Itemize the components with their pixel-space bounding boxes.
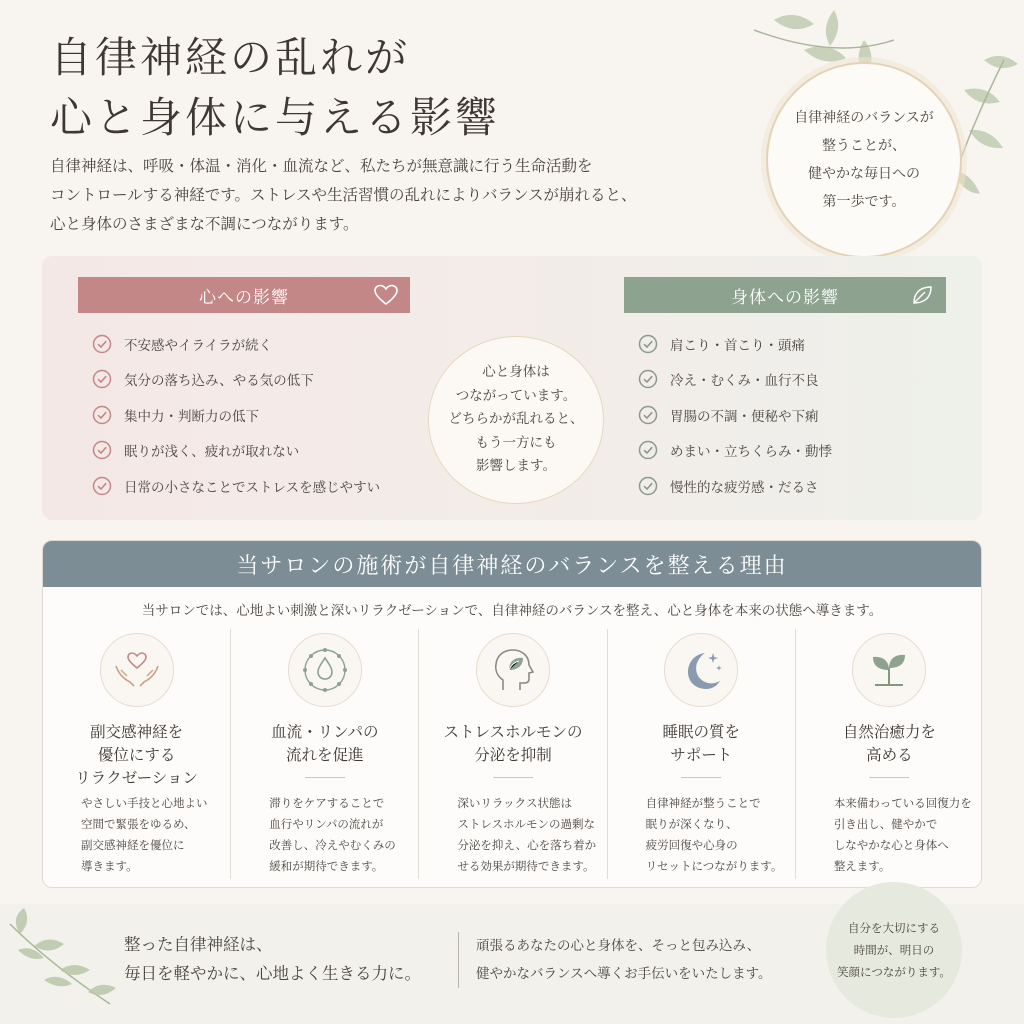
reason-desc-line: 分泌を抑え、心を落ち着か bbox=[457, 838, 597, 852]
body-effects-title: 身体への影響 bbox=[731, 287, 839, 308]
circle-line: 自分を大切にする bbox=[848, 921, 940, 935]
connection-message-circle bbox=[428, 336, 604, 504]
salon-reasons-panel bbox=[42, 540, 982, 888]
circle-line: 笑顔につながります。 bbox=[837, 965, 951, 979]
reason-title-line: 高める bbox=[866, 746, 913, 764]
circle-line: つながっています。 bbox=[455, 387, 577, 404]
list-item-text: 集中力・判断力の低下 bbox=[124, 408, 259, 425]
reason-desc-line: しなやかな心と身体へ bbox=[833, 838, 949, 852]
list-item bbox=[92, 362, 380, 398]
reason-title-line: ストレスホルモンの bbox=[443, 723, 583, 741]
divider bbox=[869, 777, 909, 778]
list-item-text: 不安感やイライラが続く bbox=[124, 337, 273, 354]
list-item-text: 肩こり・首こり・頭痛 bbox=[670, 337, 805, 354]
head-leaf-icon bbox=[487, 644, 539, 696]
footer-middle-message bbox=[476, 932, 772, 988]
reason-description bbox=[269, 793, 396, 877]
footer-line: 毎日を軽やかに、心地よく生きる力に。 bbox=[124, 964, 421, 983]
check-circle-icon bbox=[638, 476, 658, 496]
mind-effects-header bbox=[78, 277, 410, 313]
reason-desc-line: リセットにつながります。 bbox=[645, 859, 783, 873]
footer-line: 健やかなバランスへ導くお手伝いをいたします。 bbox=[476, 966, 772, 982]
reason-title bbox=[796, 721, 982, 767]
footer-line: 整った自律神経は、 bbox=[124, 935, 273, 954]
reason-title-line: リラクゼーション bbox=[75, 769, 198, 787]
list-item-text: 慢性的な疲労感・だるさ bbox=[670, 479, 819, 496]
list-item-text: 眠りが浅く、疲れが取れない bbox=[124, 444, 300, 461]
reason-desc-line: やさしい手技と心地よい bbox=[81, 796, 208, 810]
reason-title bbox=[231, 721, 418, 767]
circle-line: 影響します。 bbox=[476, 458, 556, 475]
reason-desc-line: 眠りが深くなり、 bbox=[645, 817, 738, 831]
reason-title bbox=[608, 721, 795, 767]
check-circle-icon bbox=[638, 369, 658, 389]
reason-title bbox=[43, 721, 230, 790]
divider bbox=[458, 932, 459, 988]
reason-title-line: 自然治癒力を bbox=[842, 723, 936, 741]
check-circle-icon bbox=[92, 334, 112, 354]
balance-message-circle bbox=[766, 62, 962, 258]
icon-badge bbox=[100, 633, 174, 707]
footer-band bbox=[0, 904, 1024, 1024]
reason-title-line: 分泌を抑制 bbox=[474, 746, 552, 764]
list-item-text: 胃腸の不調・便秘や下痢 bbox=[670, 408, 819, 425]
check-circle-icon bbox=[638, 440, 658, 460]
reason-desc-line: せる効果が期待できます。 bbox=[457, 859, 595, 873]
reason-desc-line: 改善し、冷えやむくみの bbox=[269, 838, 396, 852]
circle-line: 時間が、明日の bbox=[853, 943, 935, 957]
footer-line: 頑張るあなたの心と身体を、そっと包み込み、 bbox=[476, 938, 761, 954]
leaf-outline-icon bbox=[910, 284, 934, 306]
reason-desc-line: 深いリラックス状態は bbox=[457, 796, 573, 810]
intro-line: コントロールする神経です。ストレスや生活習慣の乱れによりバランスが崩れると、 bbox=[50, 186, 637, 204]
reason-desc-line: 整えます。 bbox=[833, 859, 891, 873]
list-item bbox=[638, 433, 832, 469]
reason-desc-line: 緩和が期待できます。 bbox=[269, 859, 384, 873]
body-effects-header bbox=[624, 277, 946, 313]
circle-line: 心と身体は bbox=[482, 364, 550, 381]
list-item-text: 日常の小さなことでストレスを感じやすい bbox=[124, 479, 381, 496]
mind-effects-list bbox=[92, 326, 380, 504]
reason-title-line: 流れを促進 bbox=[286, 746, 364, 764]
check-circle-icon bbox=[92, 369, 112, 389]
reason-description bbox=[81, 793, 208, 877]
list-item-text: 冷え・むくみ・血行不良 bbox=[670, 373, 819, 390]
icon-badge bbox=[476, 633, 550, 707]
reason-desc-line: 自律神経が整うことで bbox=[645, 796, 761, 810]
divider bbox=[681, 777, 721, 778]
reason-title-line: 副交感神経を bbox=[90, 723, 184, 741]
reason-desc-line: 引き出し、健やかで bbox=[833, 817, 938, 831]
body-effects-list bbox=[638, 326, 832, 504]
reason-card-natural-healing bbox=[795, 629, 982, 879]
list-item bbox=[638, 326, 832, 362]
circle-line: 整うことが、 bbox=[822, 138, 906, 154]
list-item bbox=[92, 468, 380, 504]
list-item-text: 気分の落ち込み、やる気の低下 bbox=[124, 373, 314, 390]
intro-text bbox=[50, 152, 740, 239]
effects-panel bbox=[42, 256, 982, 520]
reason-title bbox=[419, 721, 606, 767]
check-circle-icon bbox=[92, 476, 112, 496]
reason-title-line: 睡眠の質を bbox=[662, 723, 740, 741]
mind-effects-title: 心への影響 bbox=[199, 287, 289, 308]
title-line-1: 自律神経の乱れが bbox=[50, 33, 411, 82]
check-circle-icon bbox=[92, 405, 112, 425]
list-item bbox=[638, 362, 832, 398]
reason-card-relaxation bbox=[43, 629, 230, 879]
reason-desc-line: 導きます。 bbox=[81, 859, 138, 873]
list-item bbox=[92, 433, 380, 469]
salon-intro-text: 当サロンでは、心地よい刺激と深いリラクゼーションで、自律神経のバランスを整え、心と身体を本来の状態へ導きます。 bbox=[141, 603, 883, 619]
circle-line: もう一方にも bbox=[475, 434, 557, 451]
check-circle-icon bbox=[92, 440, 112, 460]
list-item bbox=[638, 397, 832, 433]
list-item bbox=[92, 397, 380, 433]
circle-line: 自律神経のバランスが bbox=[794, 110, 934, 126]
reason-card-circulation bbox=[230, 629, 418, 879]
water-drop-circulation-icon bbox=[299, 644, 351, 696]
list-item bbox=[92, 326, 380, 362]
reason-description bbox=[834, 793, 972, 877]
reason-desc-line: 空間で緊張をゆるめ、 bbox=[81, 817, 196, 831]
page-title bbox=[50, 28, 500, 148]
icon-badge bbox=[288, 633, 362, 707]
divider bbox=[493, 777, 533, 778]
footer-left-message bbox=[124, 930, 421, 988]
list-item bbox=[638, 468, 832, 504]
reason-title-line: 血流・リンパの bbox=[271, 723, 379, 741]
reason-desc-line: 疲労回復や心身の bbox=[645, 838, 738, 852]
reason-desc-line: 血行やリンパの流れが bbox=[269, 817, 384, 831]
sprout-icon bbox=[863, 644, 915, 696]
title-line-2: 心と身体に与える影響 bbox=[50, 93, 501, 142]
icon-badge bbox=[664, 633, 738, 707]
reason-desc-line: 本来備わっている回復力を bbox=[833, 796, 972, 810]
reason-desc-line: 滞りをケアすることで bbox=[269, 796, 385, 810]
moon-stars-icon bbox=[675, 644, 727, 696]
divider bbox=[305, 777, 345, 778]
reason-title-line: サポート bbox=[670, 746, 733, 764]
leaf-branch-decoration-icon bbox=[0, 904, 130, 1024]
reason-description bbox=[457, 793, 596, 877]
reason-title-line: 優位にする bbox=[97, 746, 176, 764]
reason-description bbox=[646, 793, 783, 877]
reason-card-stress-hormone bbox=[418, 629, 606, 879]
icon-badge bbox=[852, 633, 926, 707]
footer-message-circle bbox=[826, 882, 962, 1018]
reason-columns bbox=[43, 629, 982, 879]
reason-desc-line: 副交感神経を優位に bbox=[81, 838, 185, 852]
circle-line: どちらかが乱れると、 bbox=[448, 411, 584, 428]
heart-outline-icon bbox=[374, 284, 398, 306]
circle-line: 第一歩です。 bbox=[822, 194, 906, 210]
reason-desc-line: ストレスホルモンの過剰な bbox=[457, 817, 596, 831]
salon-reasons-title: 当サロンの施術が自律神経のバランスを整える理由 bbox=[43, 541, 981, 587]
circle-line: 健やかな毎日への bbox=[808, 166, 920, 182]
list-item-text: めまい・立ちくらみ・動悸 bbox=[670, 444, 832, 461]
check-circle-icon bbox=[638, 334, 658, 354]
check-circle-icon bbox=[638, 405, 658, 425]
intro-line: 心と身体のさまざまな不調につながります。 bbox=[50, 215, 359, 233]
heart-hands-icon bbox=[112, 648, 162, 692]
reason-card-sleep bbox=[607, 629, 795, 879]
intro-line: 自律神経は、呼吸・体温・消化・血流など、私たちが無意識に行う生命活動を bbox=[50, 157, 593, 175]
